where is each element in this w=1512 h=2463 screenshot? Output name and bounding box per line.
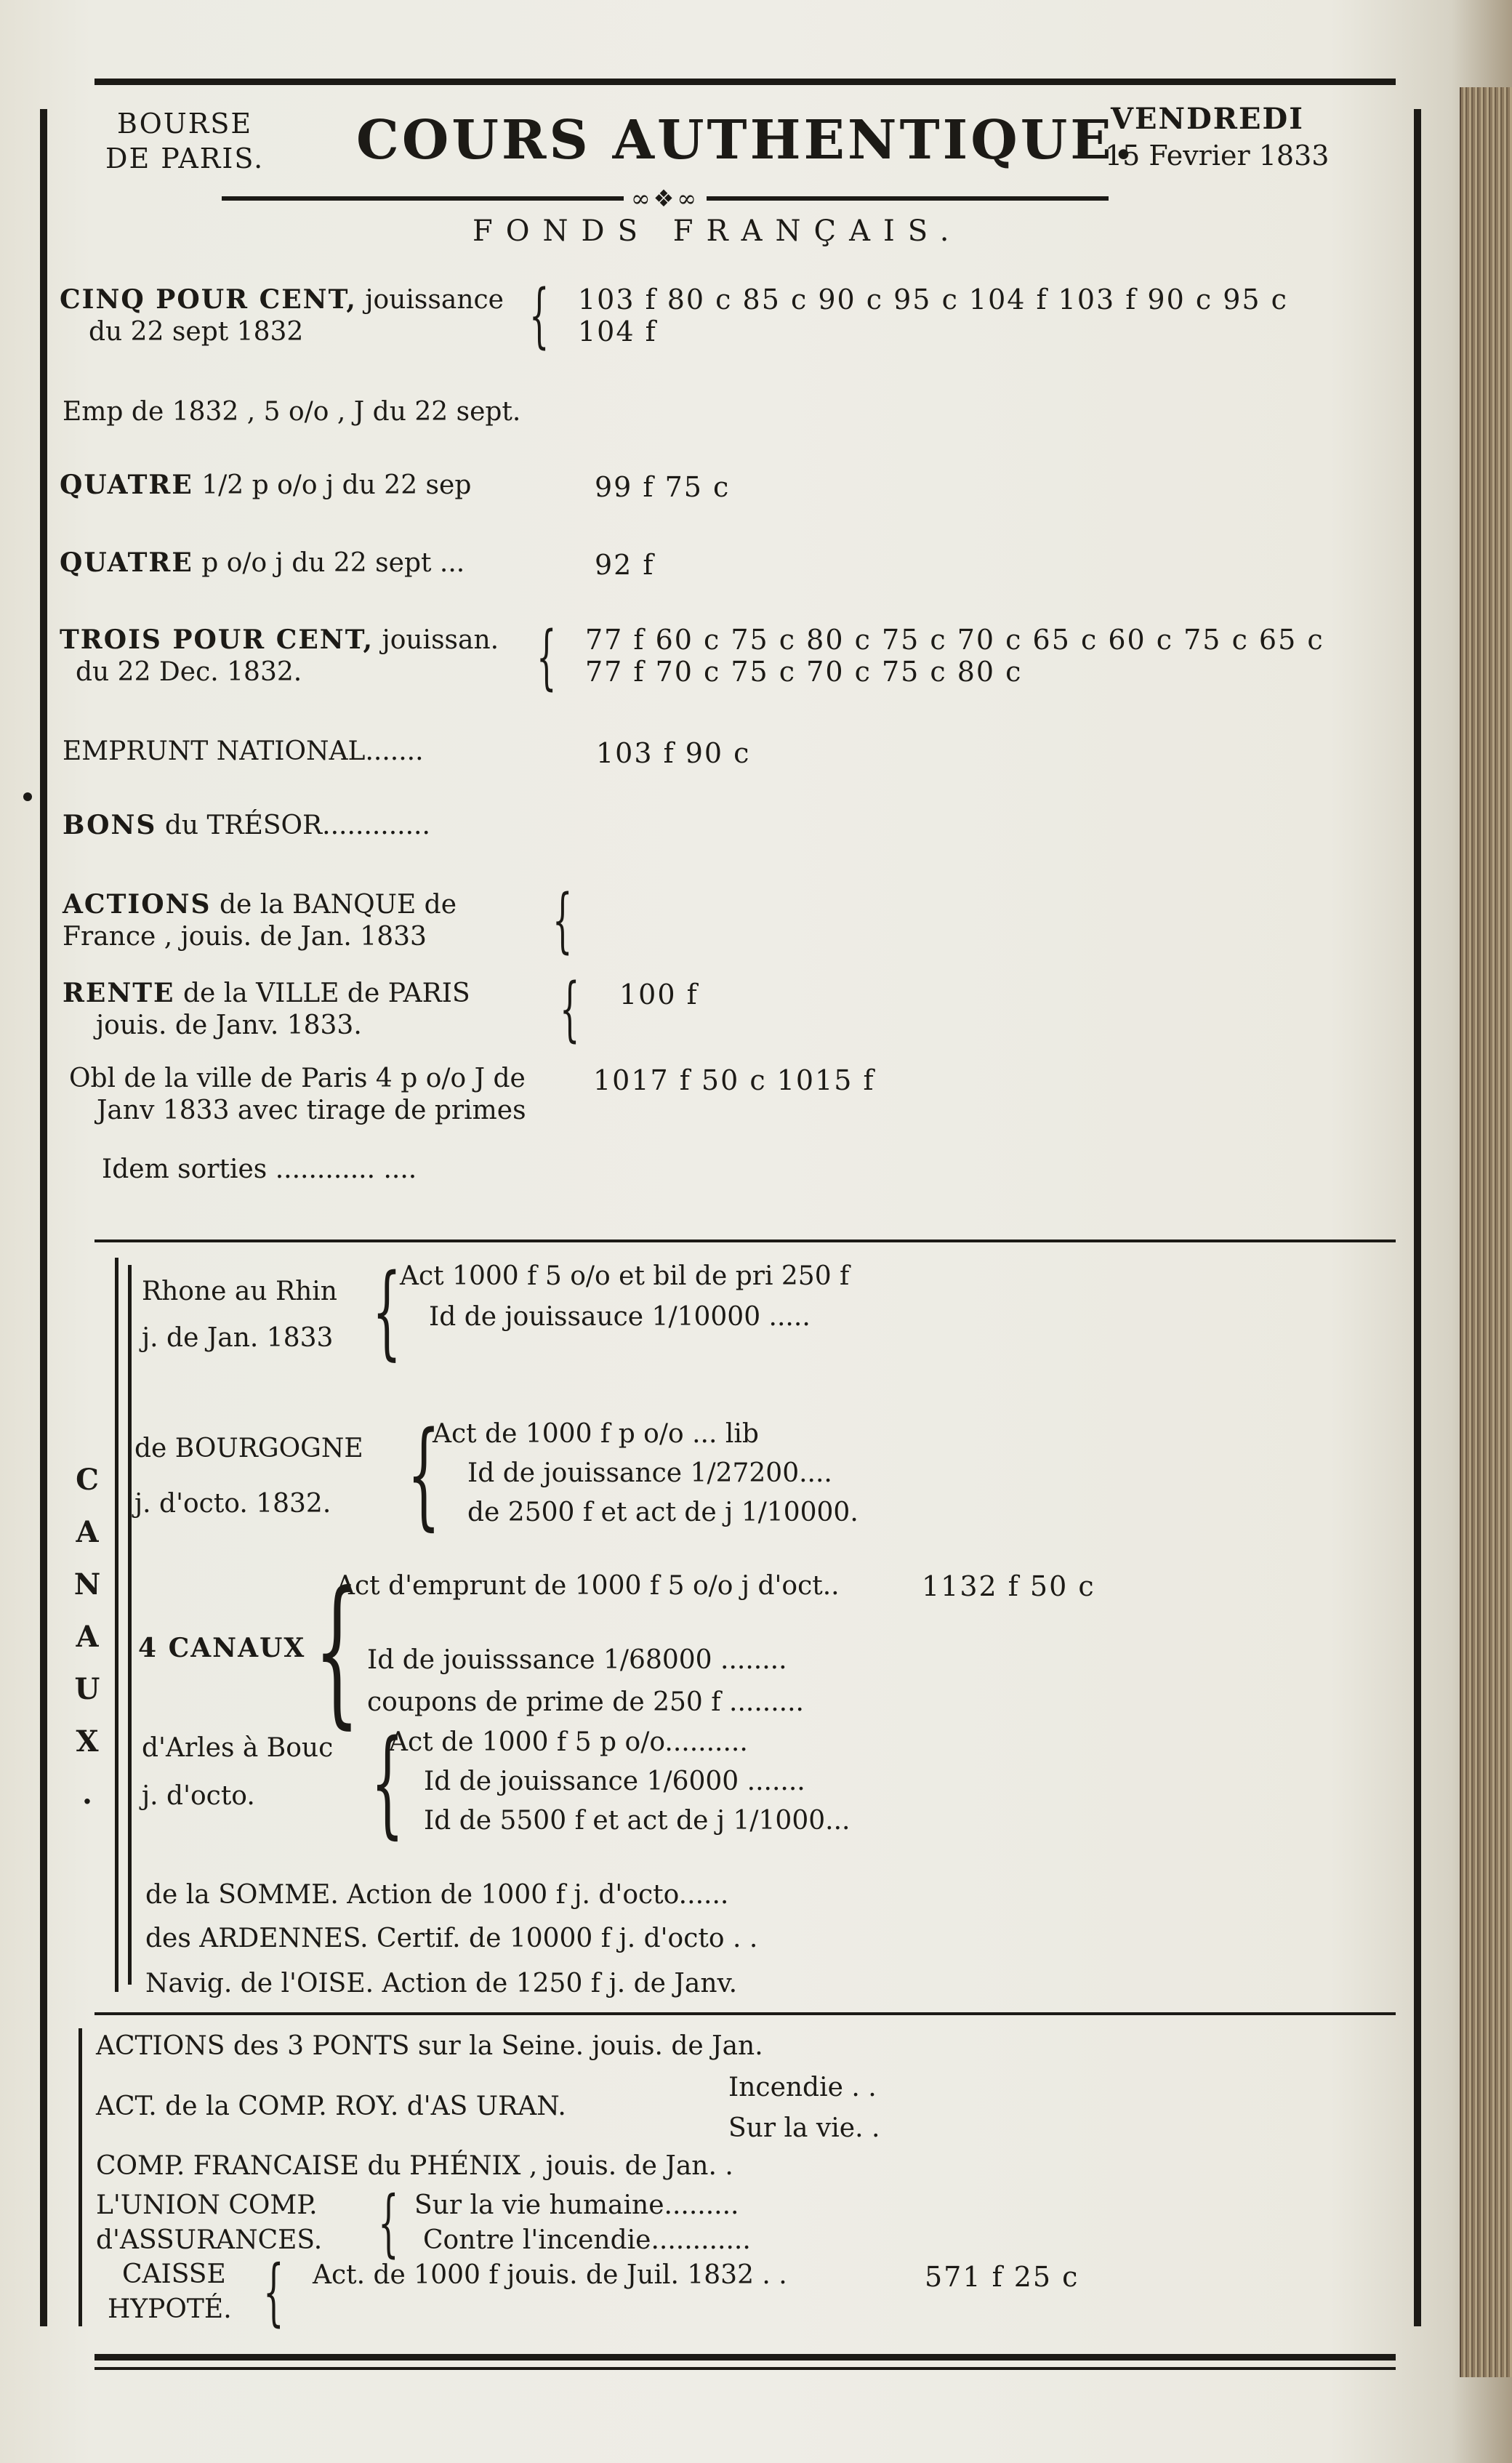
bottom-rule-thin <box>94 2367 1396 2370</box>
section-title-fonds: FONDS FRANÇAIS. <box>472 214 962 248</box>
fonds-value-quatre-demi: 99 f 75 c <box>595 471 731 503</box>
actions-comp-roy: ACT. de la COMP. ROY. d'AS URAN. <box>96 2092 566 2121</box>
canal-quatre-label: 4 CANAUX <box>138 1633 306 1663</box>
fonds-row-actions-banque: ACTIONS de la BANQUE de France , jouis. de Jan. 1833 <box>63 889 457 952</box>
canal-quatre-item1: Act d'emprunt de 1000 f 5 o/o j d'oct.. <box>336 1571 840 1601</box>
canaux-actions-divider <box>94 2012 1396 2015</box>
fonds-value-trois: 77 f 60 c 75 c 80 c 75 c 70 c 65 c 60 c 75 c 65 c 77 f 70 c 75 c 70 c 75 c 80 c <box>585 624 1324 688</box>
canal-oise: Navig. de l'OISE. Action de 1250 f j. de Janv. <box>145 1969 738 1998</box>
ink-dot <box>23 792 32 801</box>
fonds-row-quatre-demi: QUATRE 1/2 p o/o j du 22 sep <box>60 470 472 500</box>
fonds-canaux-divider <box>94 1239 1396 1242</box>
fonds-row-emprunt-1832: Emp de 1832 , 5 o/o , J du 22 sept. <box>63 397 521 427</box>
actions-caisse-label: CAISSE HYPOTÉ. <box>108 2259 232 2324</box>
actions-union-label: L'UNION COMP. d'ASSURANCES. <box>96 2190 323 2255</box>
fonds-row-idem-sorties: Idem sorties ............ .... <box>102 1154 417 1184</box>
actions-vertical-rule <box>79 2028 82 2326</box>
left-border-rule <box>40 109 47 2326</box>
canal-quatre-item3: coupons de prime de 250 f ......... <box>367 1687 804 1717</box>
fonds-value-emprunt-national: 103 f 90 c <box>596 737 751 769</box>
top-rule <box>94 79 1396 85</box>
canal-bourgogne-label: de BOURGOGNE j. d'octo. 1832. <box>134 1434 363 1519</box>
brace: { <box>407 1406 441 1542</box>
canal-somme: de la SOMME. Action de 1000 f j. d'octo...... <box>145 1880 729 1910</box>
canal-arles-items: Act de 1000 f 5 p o/o.......... Id de jouissance 1/6000 ....... Id de 5500 f et act de j 1/1000... <box>389 1727 850 1836</box>
day-label: VENDREDI <box>1111 102 1304 136</box>
canal-rhone-items: Act 1000 f 5 o/o et bil de pri 250 f Id de jouissauce 1/10000 ..... <box>400 1261 850 1332</box>
fonds-row-cinq: CINQ POUR CENT, jouissance du 22 sept 1832 <box>60 284 504 347</box>
ornament-knot-icon: ∞❖∞ <box>631 185 699 212</box>
date-label: 15 Fevrier 1833 <box>1105 140 1330 172</box>
brace: { <box>560 968 580 1050</box>
fonds-row-bons-tresor: BONS du TRÉSOR............. <box>63 810 430 840</box>
fonds-row-emprunt-national: EMPRUNT NATIONAL....... <box>63 736 424 766</box>
brace: { <box>371 1714 404 1850</box>
brace: { <box>378 2180 399 2265</box>
right-border-rule <box>1414 109 1421 2326</box>
canaux-vertical-label: C A N A U X . <box>73 1463 101 1811</box>
actions-union-items: Sur la vie humaine......... Contre l'incendie............ <box>414 2190 751 2255</box>
actions-incendie: Incendie . . <box>728 2073 877 2102</box>
actions-phenix: COMP. FRANCAISE du PHÉNIX , jouis. de Jan. . <box>96 2151 733 2181</box>
brace: { <box>314 1557 360 1743</box>
canal-rhone-label: Rhone au Rhin j. de Jan. 1833 <box>142 1277 337 1353</box>
fonds-row-rente-ville: RENTE de la VILLE de PARIS jouis. de Janv. 1833. <box>63 978 470 1040</box>
brace: { <box>372 1253 402 1371</box>
fonds-row-obligations: Obl de la ville de Paris 4 p o/o J de Janv 1833 avec tirage de primes <box>69 1064 526 1125</box>
canal-quatre-item2: Id de jouisssance 1/68000 ........ <box>367 1645 787 1675</box>
fonds-value-quatre: 92 f <box>595 549 655 581</box>
canal-arles-label: d'Arles à Bouc j. d'octo. <box>142 1733 334 1811</box>
brace: { <box>263 2249 284 2334</box>
fonds-value-rente-ville: 100 f <box>619 979 699 1010</box>
actions-trois-ponts: ACTIONS des 3 PONTS sur la Seine. jouis. de Jan. <box>96 2031 763 2061</box>
canaux-vertical-rule-inner <box>128 1265 132 1985</box>
brace: { <box>529 275 550 356</box>
actions-caisse-value: 571 f 25 c <box>925 2261 1079 2293</box>
canal-ardennes: des ARDENNES. Certif. de 10000 f j. d'octo . . <box>145 1924 758 1953</box>
fonds-row-trois: TROIS POUR CENT, jouissan. du 22 Dec. 1832. <box>60 624 499 687</box>
fonds-value-cinq: 103 f 80 c 85 c 90 c 95 c 104 f 103 f 90 c 95 c 104 f <box>578 284 1288 347</box>
book-page-edges <box>1460 87 1512 2377</box>
fonds-row-quatre: QUATRE p o/o j du 22 sept ... <box>60 547 465 578</box>
brace: { <box>552 880 573 961</box>
bourse-de-paris: BOURSE DE PARIS. <box>105 108 265 174</box>
fonds-value-obligations: 1017 f 50 c 1015 f <box>593 1064 875 1096</box>
page-title: COURS AUTHENTIQUE. <box>356 109 1136 172</box>
bottom-rule <box>94 2354 1396 2360</box>
ornament-rule <box>222 185 1109 212</box>
brace: { <box>536 616 557 698</box>
actions-sur-la-vie: Sur la vie. . <box>728 2113 880 2143</box>
canal-quatre-value: 1132 f 50 c <box>922 1570 1095 1602</box>
canaux-vertical-rule <box>115 1258 118 1992</box>
canal-bourgogne-items: Act de 1000 f p o/o ... lib Id de jouissance 1/27200.... de 2500 f et act de j 1/10000. <box>433 1419 858 1527</box>
actions-caisse-item: Act. de 1000 f jouis. de Juil. 1832 . . <box>313 2260 787 2290</box>
